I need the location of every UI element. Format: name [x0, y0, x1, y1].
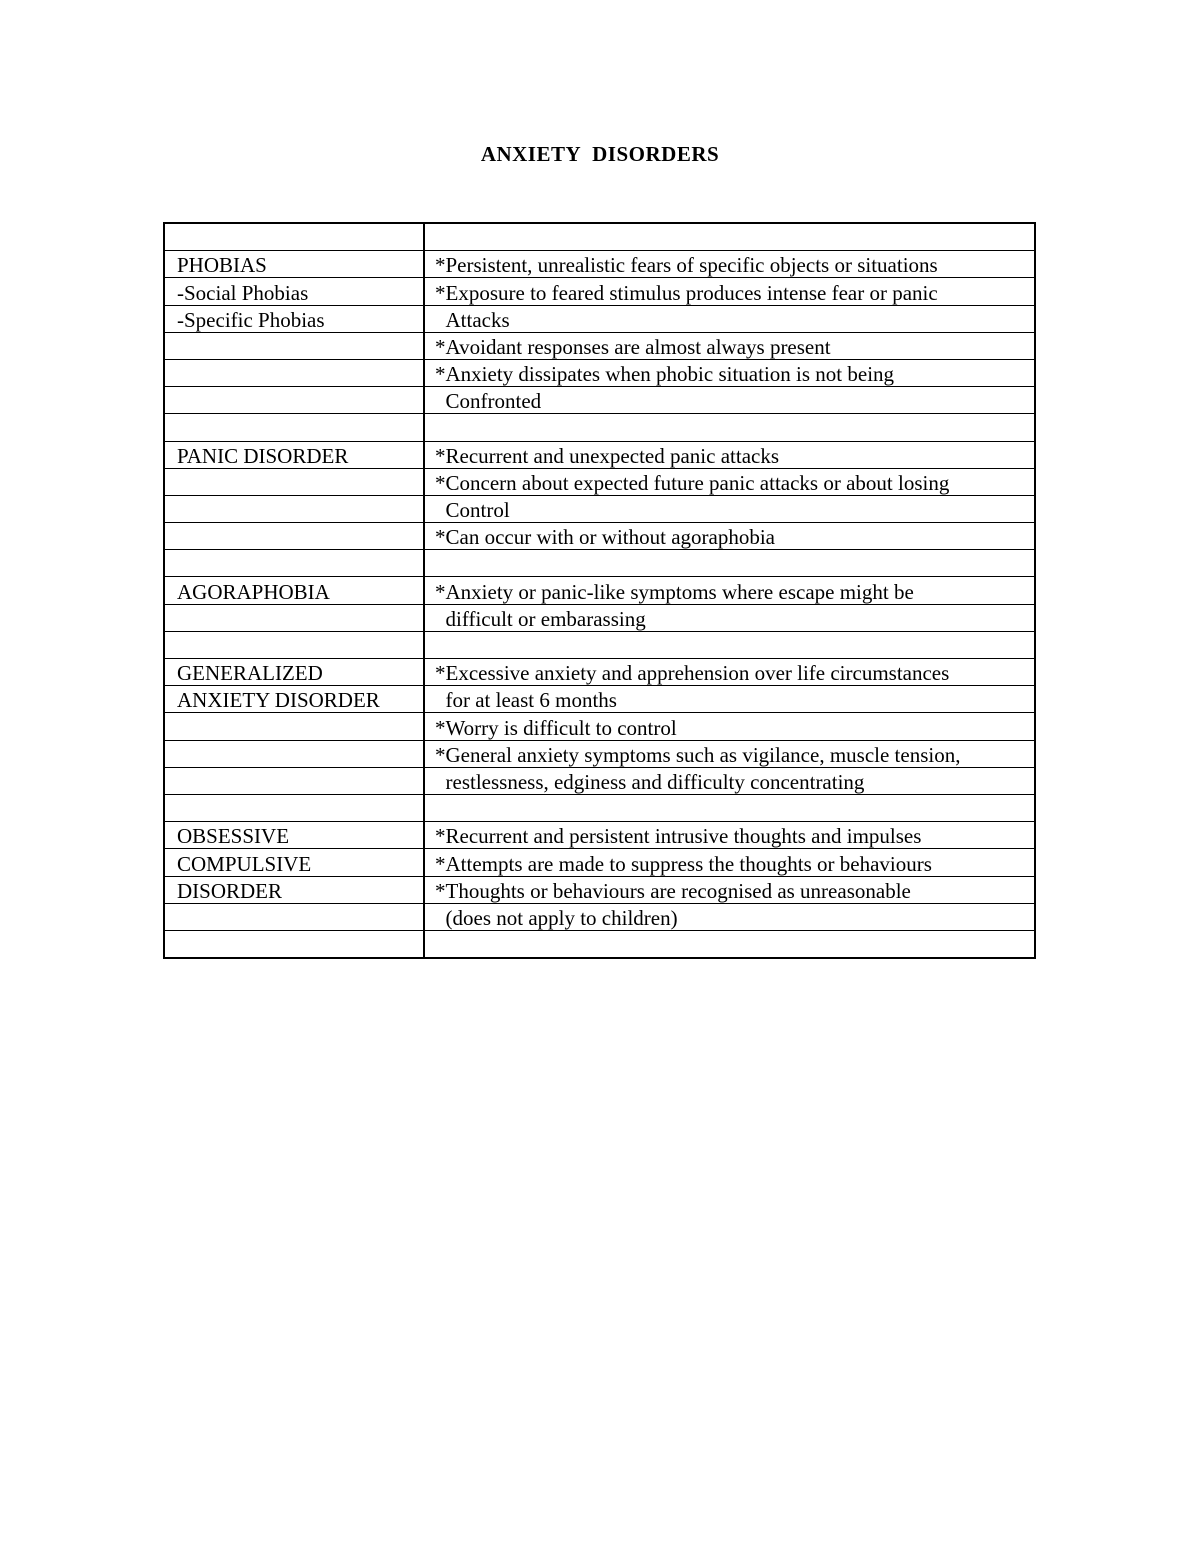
disorder-name-cell	[164, 495, 424, 522]
disorder-name-cell	[164, 767, 424, 794]
table-row	[164, 305, 1035, 332]
symptom-description-cell: Control	[424, 495, 1035, 522]
table-row	[164, 849, 1035, 876]
disorder-name-cell	[164, 631, 424, 658]
table-row	[164, 659, 1035, 686]
table-row	[164, 794, 1035, 821]
symptom-description-cell: *Attempts are made to suppress the thoughts or behaviours	[424, 849, 1035, 876]
symptom-description-cell: *Thoughts or behaviours are recognised as unreasonable	[424, 876, 1035, 903]
disorder-name-cell: COMPULSIVE	[164, 849, 424, 876]
table-row	[164, 332, 1035, 359]
symptom-description-cell	[424, 550, 1035, 577]
table-row	[164, 251, 1035, 278]
table-row	[164, 767, 1035, 794]
symptom-description-cell: difficult or embarassing	[424, 604, 1035, 631]
symptom-description-cell: *Concern about expected future panic attacks or about losing	[424, 468, 1035, 495]
disorder-name-cell	[164, 604, 424, 631]
disorder-name-cell: DISORDER	[164, 876, 424, 903]
symptom-description-cell: for at least 6 months	[424, 686, 1035, 713]
symptom-description-cell: *Avoidant responses are almost always present	[424, 332, 1035, 359]
disorder-name-cell: OBSESSIVE	[164, 822, 424, 849]
symptom-description-cell: Confronted	[424, 387, 1035, 414]
symptom-description-cell: Attacks	[424, 305, 1035, 332]
symptom-description-cell	[424, 930, 1035, 958]
table-row	[164, 713, 1035, 740]
disorder-name-cell: AGORAPHOBIA	[164, 577, 424, 604]
table-row	[164, 278, 1035, 305]
table-row	[164, 359, 1035, 386]
table-row	[164, 414, 1035, 441]
symptom-description-cell: *Can occur with or without agoraphobia	[424, 523, 1035, 550]
table-row	[164, 822, 1035, 849]
table-body	[164, 223, 1035, 958]
table-row	[164, 686, 1035, 713]
table-row	[164, 577, 1035, 604]
disorder-name-cell	[164, 387, 424, 414]
symptom-description-cell: *General anxiety symptoms such as vigilance, muscle tension,	[424, 740, 1035, 767]
symptom-description-cell: *Exposure to feared stimulus produces intense fear or panic	[424, 278, 1035, 305]
table-row	[164, 387, 1035, 414]
disorder-name-cell	[164, 523, 424, 550]
table-row	[164, 523, 1035, 550]
symptom-description-cell: *Worry is difficult to control	[424, 713, 1035, 740]
disorder-name-cell	[164, 550, 424, 577]
disorder-name-cell: ANXIETY DISORDER	[164, 686, 424, 713]
table-row	[164, 495, 1035, 522]
symptom-description-cell: *Recurrent and persistent intrusive thoughts and impulses	[424, 822, 1035, 849]
symptom-description-cell: *Excessive anxiety and apprehension over life circumstances	[424, 659, 1035, 686]
symptom-description-cell: restlessness, edginess and difficulty concentrating	[424, 767, 1035, 794]
disorder-name-cell: PHOBIAS	[164, 251, 424, 278]
disorder-name-cell	[164, 740, 424, 767]
symptom-description-cell: *Anxiety dissipates when phobic situation is not being	[424, 359, 1035, 386]
table-row	[164, 441, 1035, 468]
symptom-description-cell: (does not apply to children)	[424, 903, 1035, 930]
disorder-name-cell	[164, 332, 424, 359]
symptom-description-cell: *Persistent, unrealistic fears of specific objects or situations	[424, 251, 1035, 278]
symptom-description-cell: *Recurrent and unexpected panic attacks	[424, 441, 1035, 468]
symptom-description-cell	[424, 631, 1035, 658]
table-row	[164, 876, 1035, 903]
disorder-name-cell	[164, 223, 424, 251]
disorder-name-cell	[164, 930, 424, 958]
disorder-name-cell: -Specific Phobias	[164, 305, 424, 332]
table-row	[164, 903, 1035, 930]
symptom-description-cell	[424, 223, 1035, 251]
disorder-name-cell: GENERALIZED	[164, 659, 424, 686]
symptom-description-cell: *Anxiety or panic-like symptoms where escape might be	[424, 577, 1035, 604]
disorder-name-cell	[164, 903, 424, 930]
disorder-name-cell	[164, 713, 424, 740]
disorder-name-cell: PANIC DISORDER	[164, 441, 424, 468]
disorder-name-cell	[164, 359, 424, 386]
table-row	[164, 631, 1035, 658]
table-row	[164, 468, 1035, 495]
symptom-description-cell	[424, 414, 1035, 441]
table-row	[164, 223, 1035, 251]
disorders-table	[163, 222, 1036, 959]
disorder-name-cell	[164, 468, 424, 495]
table-row	[164, 550, 1035, 577]
disorder-name-cell: -Social Phobias	[164, 278, 424, 305]
table-row	[164, 930, 1035, 958]
symptom-description-cell	[424, 794, 1035, 821]
table-row	[164, 740, 1035, 767]
disorder-name-cell	[164, 414, 424, 441]
page-title: ANXIETY DISORDERS	[480, 142, 720, 166]
table-row	[164, 604, 1035, 631]
disorder-name-cell	[164, 794, 424, 821]
